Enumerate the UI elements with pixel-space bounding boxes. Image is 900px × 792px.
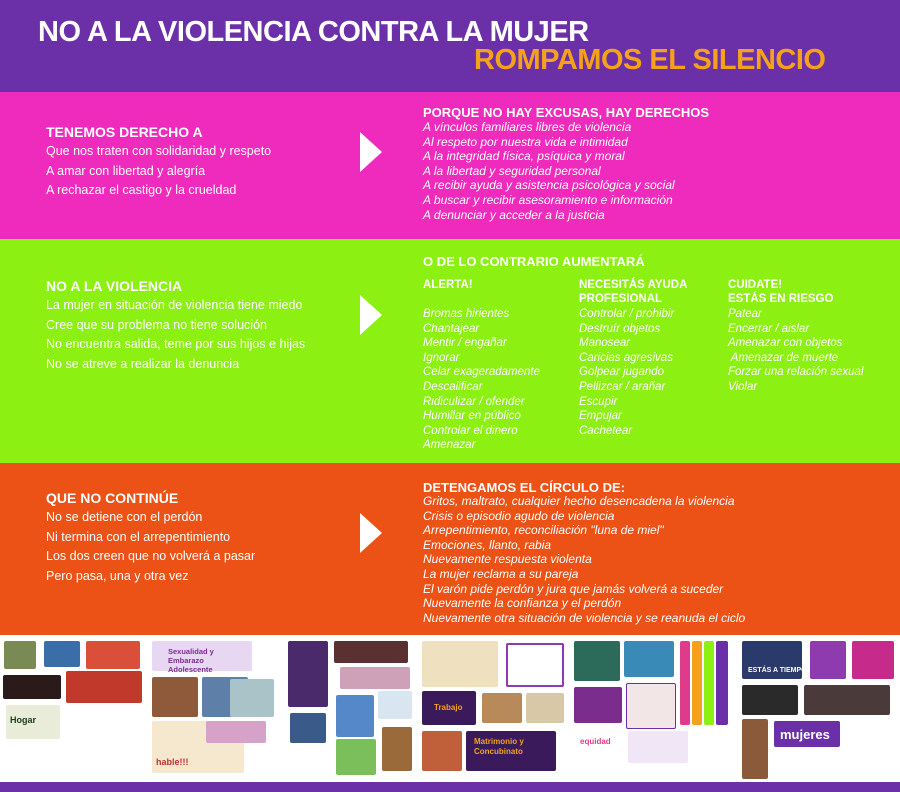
arrow-right-icon	[360, 132, 382, 172]
list-item: A recibir ayuda y asistencia psicológica y social	[423, 178, 675, 193]
collage-image	[626, 683, 676, 729]
image-collage	[0, 635, 900, 782]
collage-image	[422, 731, 462, 771]
list-item: Los dos creen que no volverá a pasar	[46, 549, 256, 563]
list-item: Cachetear	[579, 424, 633, 437]
collage-image	[506, 643, 564, 687]
column-items	[728, 307, 864, 395]
arrow-right-icon	[360, 513, 382, 553]
collage-image	[336, 739, 376, 775]
list-item: Nuevamente otra situación de violencia y se reanuda el ciclo	[423, 610, 746, 625]
collage-image	[44, 641, 80, 667]
collage-image	[422, 691, 476, 725]
collage-image	[382, 727, 412, 771]
list-item: Pellizcar / arañar	[579, 380, 666, 393]
collage-image	[574, 687, 622, 723]
collage-image	[624, 641, 674, 677]
collage-image	[3, 675, 61, 699]
section-cycle-list	[46, 508, 255, 586]
list-item: No se atreve a realizar la denuncia	[46, 356, 240, 371]
collage-image	[230, 679, 274, 717]
column-items	[579, 307, 674, 438]
section-no-violence-list	[46, 296, 305, 374]
list-item: A buscar y recibir asesoramiento e información	[423, 192, 673, 207]
column-title	[579, 278, 687, 306]
list-item: Amenazar de muerte	[728, 351, 839, 364]
collage-image	[704, 641, 714, 725]
section-cycle-subtitle: DETENGAMOS EL CÍRCULO DE:	[423, 480, 625, 495]
list-item: A denunciar y acceder a la justicia	[423, 207, 605, 222]
collage-image	[466, 731, 556, 771]
list-item: Arrepentimiento, reconciliación "luna de miel"	[423, 523, 664, 538]
list-item: Ni termina con el arrepentimiento	[46, 529, 231, 544]
collage-image	[340, 667, 410, 689]
collage-image	[742, 719, 768, 779]
collage-image	[290, 713, 326, 743]
list-item: Patear	[728, 308, 762, 320]
collage-image	[152, 677, 198, 717]
collage-image	[422, 641, 498, 687]
list-item: Bromas hirientes	[423, 308, 510, 320]
collage-image	[334, 641, 408, 663]
column-title-line: NECESITÁS AYUDA	[579, 279, 688, 291]
section-no-violence-title: NO A LA VIOLENCIA	[46, 278, 183, 294]
list-item: Gritos, maltrato, cualquier hecho desencadena la violencia	[423, 494, 735, 508]
column-title-line: ESTÁS EN RIESGO	[728, 293, 834, 305]
main-title: NO A LA VIOLENCIA CONTRA LA MUJER	[38, 16, 589, 48]
collage-label-hablemos: hable!!!	[156, 757, 189, 767]
list-item: Humillar en público	[423, 410, 521, 423]
collage-label-mujeres: mujeres	[780, 727, 830, 742]
collage-image	[4, 641, 36, 669]
list-item: Forzar una relación sexual	[728, 366, 864, 379]
list-item: Violar	[728, 380, 758, 393]
list-item: Celar exageradamente	[423, 366, 540, 379]
list-item: Mentir / engañar	[423, 337, 507, 350]
collage-image	[680, 641, 690, 725]
collage-label-equidad: equidad	[580, 737, 611, 746]
section-rights	[0, 92, 900, 239]
list-item: Ignorar	[423, 351, 460, 364]
collage-label-sexualidad: Sexualidad y Embarazo Adolescente	[168, 647, 214, 674]
list-item: Encerrar / aislar	[728, 322, 810, 335]
section-cycle-title: QUE NO CONTINÚE	[46, 490, 179, 506]
list-item: La mujer en situación de violencia tiene miedo	[46, 298, 303, 312]
list-item: A rechazar el castigo y la crueldad	[46, 183, 237, 197]
list-item: Nuevamente respuesta violenta	[423, 552, 592, 567]
list-item: Amenazar	[423, 439, 476, 452]
collage-image	[574, 641, 620, 681]
collage-image	[628, 731, 688, 763]
list-item: A la libertad y seguridad personal	[423, 163, 601, 178]
column-title-line: PROFESIONAL	[579, 293, 663, 305]
section-cycle	[0, 463, 900, 635]
list-item: Controlar / prohibir	[579, 308, 675, 320]
section-rights-list	[46, 142, 271, 201]
collage-label-trabajo: Trabajo	[434, 703, 463, 712]
collage-image	[774, 721, 840, 747]
column-title	[728, 278, 833, 306]
collage-image	[288, 641, 328, 707]
column-title-line: ALERTA!	[423, 279, 473, 291]
collage-image	[6, 705, 60, 739]
list-item: A vínculos familiares libres de violencia	[423, 120, 632, 134]
collage-image	[206, 721, 266, 743]
list-item: A amar con libertad y alegría	[46, 163, 206, 178]
list-item: Destruír objetos	[579, 322, 661, 335]
list-item: Ridiculizar / ofender	[423, 395, 525, 408]
list-item: Nuevamente la confianza y el perdón	[423, 596, 622, 611]
list-item: Emociones, llanto, rabia	[423, 537, 552, 552]
list-item: Caricias agresivas	[579, 351, 673, 364]
list-item: El varón pide perdón y jura que jamás volverá a suceder	[423, 581, 724, 596]
list-item: Descalificar	[423, 380, 483, 393]
column-items	[423, 307, 540, 453]
collage-image	[482, 693, 522, 723]
collage-label-matrimonio: Matrimonio y Concubinato	[474, 737, 524, 756]
section-rights-subtitle: PORQUE NO HAY EXCUSAS, HAY DERECHOS	[423, 105, 710, 120]
collage-image	[86, 641, 140, 669]
collage-image	[804, 685, 890, 715]
section-rights-detail-list	[423, 120, 675, 222]
list-item: No se detiene con el perdón	[46, 510, 203, 524]
collage-image	[692, 641, 702, 725]
section-cycle-detail-list	[423, 494, 745, 625]
footer-bar	[0, 782, 900, 792]
list-item: Chantajear	[423, 322, 480, 335]
section-no-violence	[0, 239, 900, 463]
collage-image	[810, 641, 846, 679]
column-title	[423, 278, 473, 292]
list-item: Amenazar con objetos	[728, 337, 843, 350]
collage-image	[742, 641, 807, 679]
list-item: No encuentra salida, teme por sus hijos e hijas	[46, 337, 306, 351]
list-item: Escupir	[579, 395, 618, 408]
collage-image	[716, 641, 728, 725]
list-item: Crisis o episodio agudo de violencia	[423, 508, 615, 523]
list-item: La mujer reclama a su pareja	[423, 566, 579, 581]
list-item: Manosear	[579, 337, 631, 350]
list-item: Que nos traten con solidaridad y respeto	[46, 144, 272, 158]
main-subtitle: ROMPAMOS EL SILENCIO	[474, 44, 826, 76]
collage-label-hogar: Hogar	[10, 715, 37, 725]
header-banner	[0, 0, 900, 92]
section-rights-title: TENEMOS DERECHO A	[46, 124, 203, 140]
list-item: Empujar	[579, 410, 622, 423]
collage-image	[66, 671, 142, 703]
collage-image	[742, 685, 798, 715]
collage-image	[378, 691, 412, 719]
collage-image	[574, 729, 622, 753]
collage-image	[526, 693, 564, 723]
arrow-right-icon	[360, 295, 382, 335]
list-item: Al respeto por nuestra vida e intimidad	[423, 134, 628, 149]
collage-image	[336, 695, 374, 737]
list-item: Pero pasa, una y otra vez	[46, 568, 189, 583]
collage-image	[852, 641, 894, 679]
list-item: Cree que su problema no tiene solución	[46, 317, 267, 332]
collage-label-tiempo: ESTÁS A TIEMPO	[748, 667, 807, 674]
collage-image	[152, 641, 252, 674]
list-item: Controlar el dinero	[423, 424, 518, 437]
list-item: A la integridad física, psíquica y moral	[423, 149, 625, 164]
column-title-line: CUIDATE!	[728, 279, 783, 291]
section-no-violence-subtitle: O DE LO CONTRARIO AUMENTARÁ	[423, 254, 645, 269]
list-item: Golpear jugando	[579, 366, 665, 379]
